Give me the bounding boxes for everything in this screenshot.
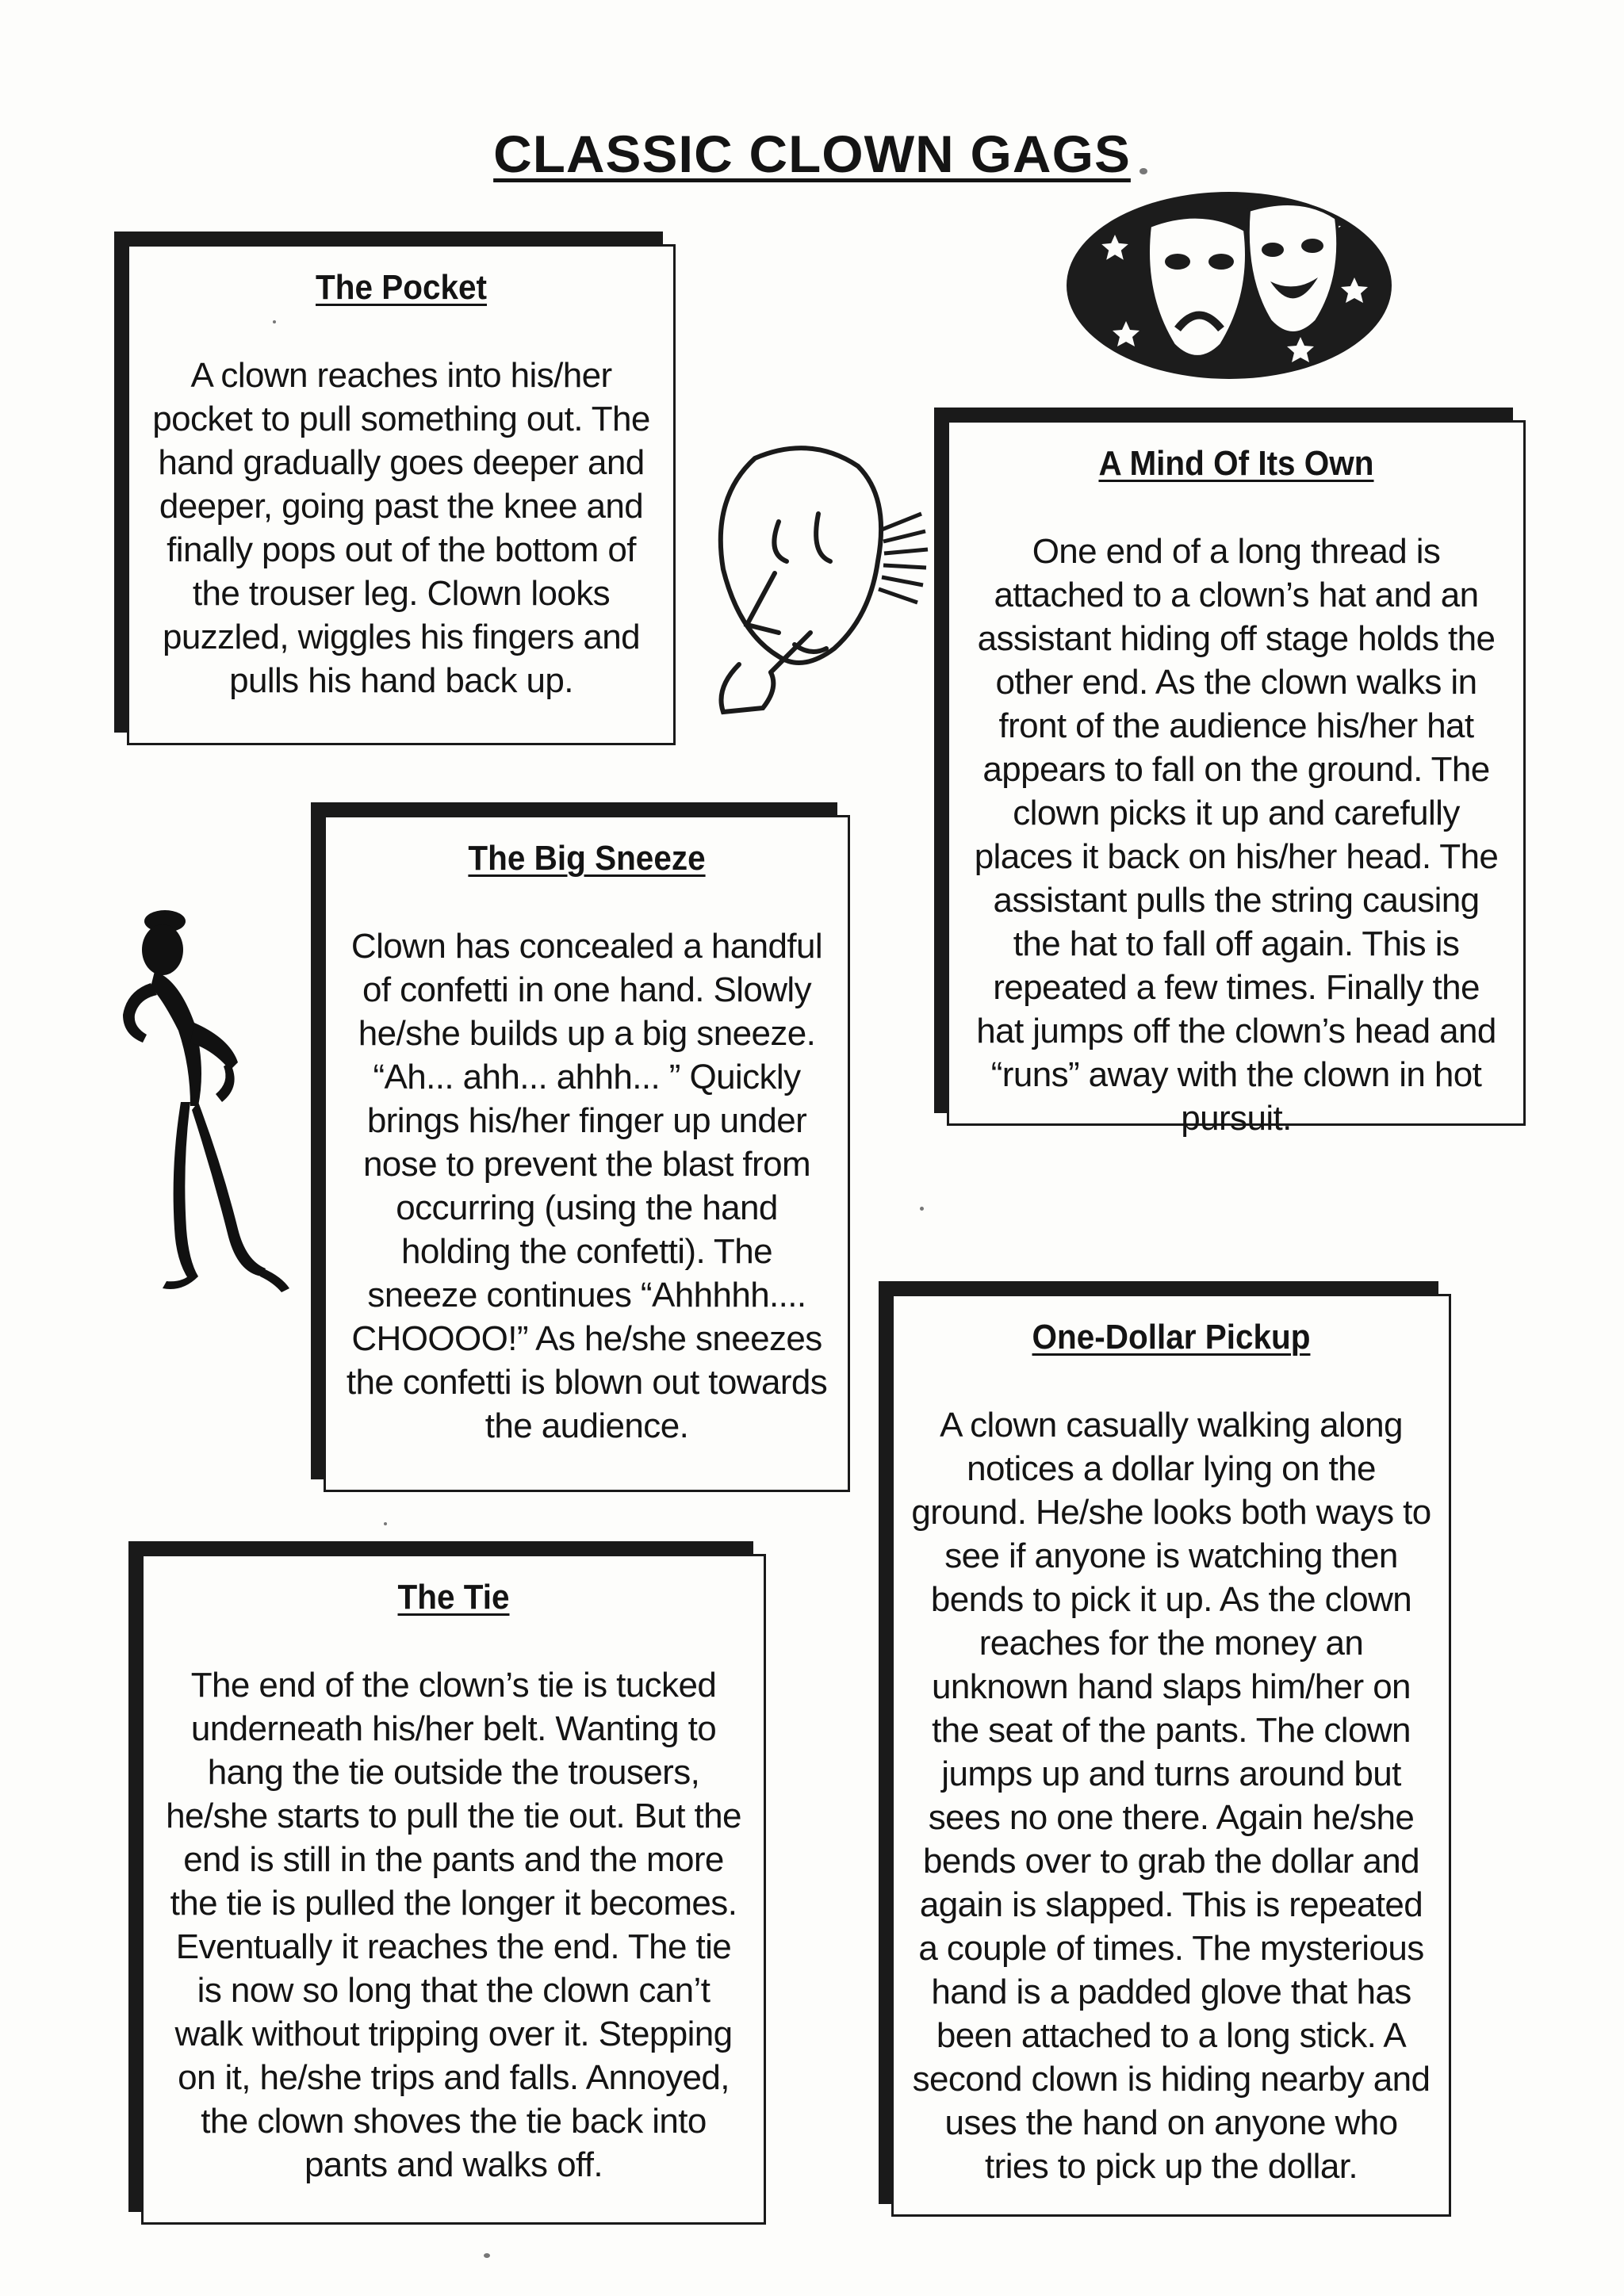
gag-title: The Big Sneeze	[468, 839, 706, 878]
gag-title: The Tie	[397, 1578, 510, 1617]
gag-body: A clown reaches into his/her pocket to pull something out. The hand gradually goes deeper and deeper, going past the knee and finally pops out of the bottom of the trouser leg. Clown looks puzzled, wiggles his fingers and pulls his hand back up.	[152, 355, 650, 700]
gag-title: The Pocket	[316, 268, 487, 307]
scan-speck	[1139, 168, 1147, 174]
gag-box-the-pocket	[127, 244, 676, 745]
page-title: CLASSIC CLOWN GAGS	[493, 124, 1131, 184]
gag-box-the-tie	[141, 1554, 766, 2225]
scan-speck	[384, 1522, 387, 1525]
scan-speck	[920, 1207, 924, 1211]
theatre-masks-illustration	[1063, 182, 1396, 388]
gag-body: Clown has concealed a handful of confetti in one hand. Slowly he/she builds up a big sneeze. “Ah... ahh... ahhh... ” Quickly brings his/her finger up under nose to prevent the blast from occurring (using the hand holding the confetti). The sneeze continues “Ahhhhh.... CHOOOO!” As he/she sneezes the confetti is blown out towards the audience.	[346, 926, 828, 1445]
scan-speck	[484, 2253, 490, 2258]
dancing-silhouette-illustration	[119, 904, 301, 1308]
gag-box-the-big-sneeze	[324, 815, 850, 1492]
gag-body: A clown casually walking along notices a dollar lying on the ground. He/she looks both ways to see if anyone is watching then bends to pick it up. As the clown reaches for the money an unknown hand slaps him/her on the seat of the pants. The clown jumps up and turns around but sees no one there. Again he/she bends over to grab the dollar and again is slapped. This is repeated a couple of times. The mysterious hand is a padded glove that has been attached to a long stick. A second clown is hiding nearby and uses the hand on anyone who tries to pick up the dollar.	[911, 1405, 1431, 2186]
thinking-face-illustration	[691, 434, 945, 744]
gag-title: A Mind Of Its Own	[1098, 444, 1374, 483]
scan-speck	[273, 320, 276, 323]
gag-body: One end of a long thread is attached to a clown’s hat and an assistant hiding off stage holds the other end. As the clown walks in front of the audience his/her hat appears to fall on the ground. The clown picks it up and carefully places it back on his/her head. The assistant pulls the string causing the hat to fall off again. This is repeated a few times. Finally the hat jumps off the clown’s head and “runs” away with the clown in hot pursuit.	[974, 531, 1499, 1138]
gag-box-one-dollar-pickup	[891, 1294, 1451, 2217]
gag-body: The end of the clown’s tie is tucked underneath his/her belt. Wanting to hang the tie outside the trousers, he/she starts to pull the tie out. But the end is still in the pants and the more the tie is pulled the longer it becomes. Eventually it reaches the end. The tie is now so long that the clown can’t walk without tripping over it. Stepping on it, he/she trips and falls. Annoyed, the clown shoves the tie back into pants and walks off.	[166, 1665, 741, 2184]
gag-box-a-mind-of-its-own	[947, 420, 1526, 1138]
gag-title: One-Dollar Pickup	[1032, 1318, 1311, 1357]
